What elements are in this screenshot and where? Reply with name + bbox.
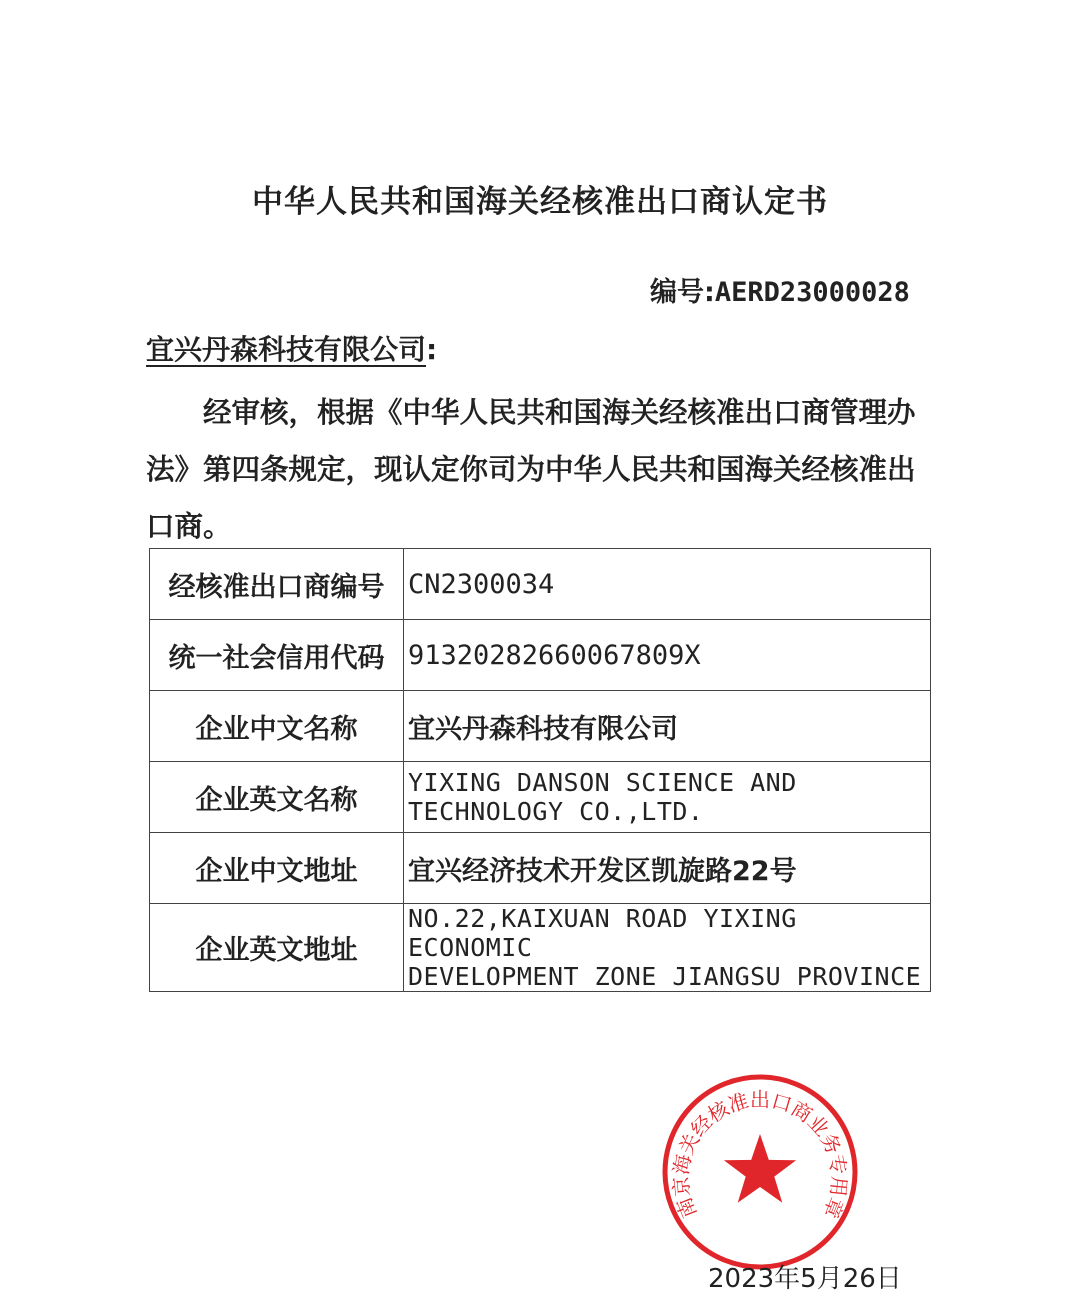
row-value-line: YIXING DANSON SCIENCE AND bbox=[408, 768, 797, 797]
row-label: 统一社会信用代码 bbox=[150, 620, 404, 691]
document-title: 中华人民共和国海关经核准出口商认定书 bbox=[252, 184, 828, 220]
table-row bbox=[150, 833, 931, 904]
row-value: 91320282660067809X bbox=[404, 620, 931, 691]
row-label: 企业中文地址 bbox=[150, 833, 404, 904]
row-value bbox=[404, 904, 931, 992]
body-paragraph: 经审核，根据《中华人民共和国海关经核准出口商管理办法》第四条规定，现认定你司为中华人民共和国海关经核准出口商。 bbox=[146, 396, 916, 543]
row-label: 企业英文名称 bbox=[150, 762, 404, 833]
certificate-number-label: 编号: bbox=[650, 277, 715, 308]
table-row bbox=[150, 904, 931, 992]
table-row bbox=[150, 691, 931, 762]
official-seal bbox=[660, 1072, 860, 1272]
row-value: 宜兴丹森科技有限公司 bbox=[404, 691, 931, 762]
row-label: 企业中文名称 bbox=[150, 691, 404, 762]
table-row bbox=[150, 620, 931, 691]
row-label: 经核准出口商编号 bbox=[150, 549, 404, 620]
certificate-number bbox=[650, 270, 910, 309]
info-table bbox=[149, 548, 931, 992]
star-icon bbox=[724, 1134, 796, 1203]
table-row bbox=[150, 549, 931, 620]
row-value-line: DEVELOPMENT ZONE JIANGSU PROVINCE bbox=[408, 962, 922, 991]
certificate-number-value: AERD23000028 bbox=[714, 277, 910, 308]
issue-date: 2023年5月26日 bbox=[708, 1264, 902, 1294]
row-label: 企业英文地址 bbox=[150, 904, 404, 992]
row-value: CN2300034 bbox=[404, 549, 931, 620]
table-row bbox=[150, 762, 931, 833]
addressee-colon: : bbox=[426, 333, 438, 366]
row-value: 宜兴经济技术开发区凯旋路22号 bbox=[404, 833, 931, 904]
addressee bbox=[146, 328, 437, 368]
row-value-line: NO.22,KAIXUAN ROAD YIXING ECONOMIC bbox=[408, 904, 797, 962]
seal-text: 南京海关经核准出口商业务专用章 bbox=[668, 1087, 852, 1222]
row-value-line: TECHNOLOGY CO.,LTD. bbox=[408, 797, 704, 826]
addressee-name: 宜兴丹森科技有限公司 bbox=[146, 333, 427, 366]
row-value bbox=[404, 762, 931, 833]
